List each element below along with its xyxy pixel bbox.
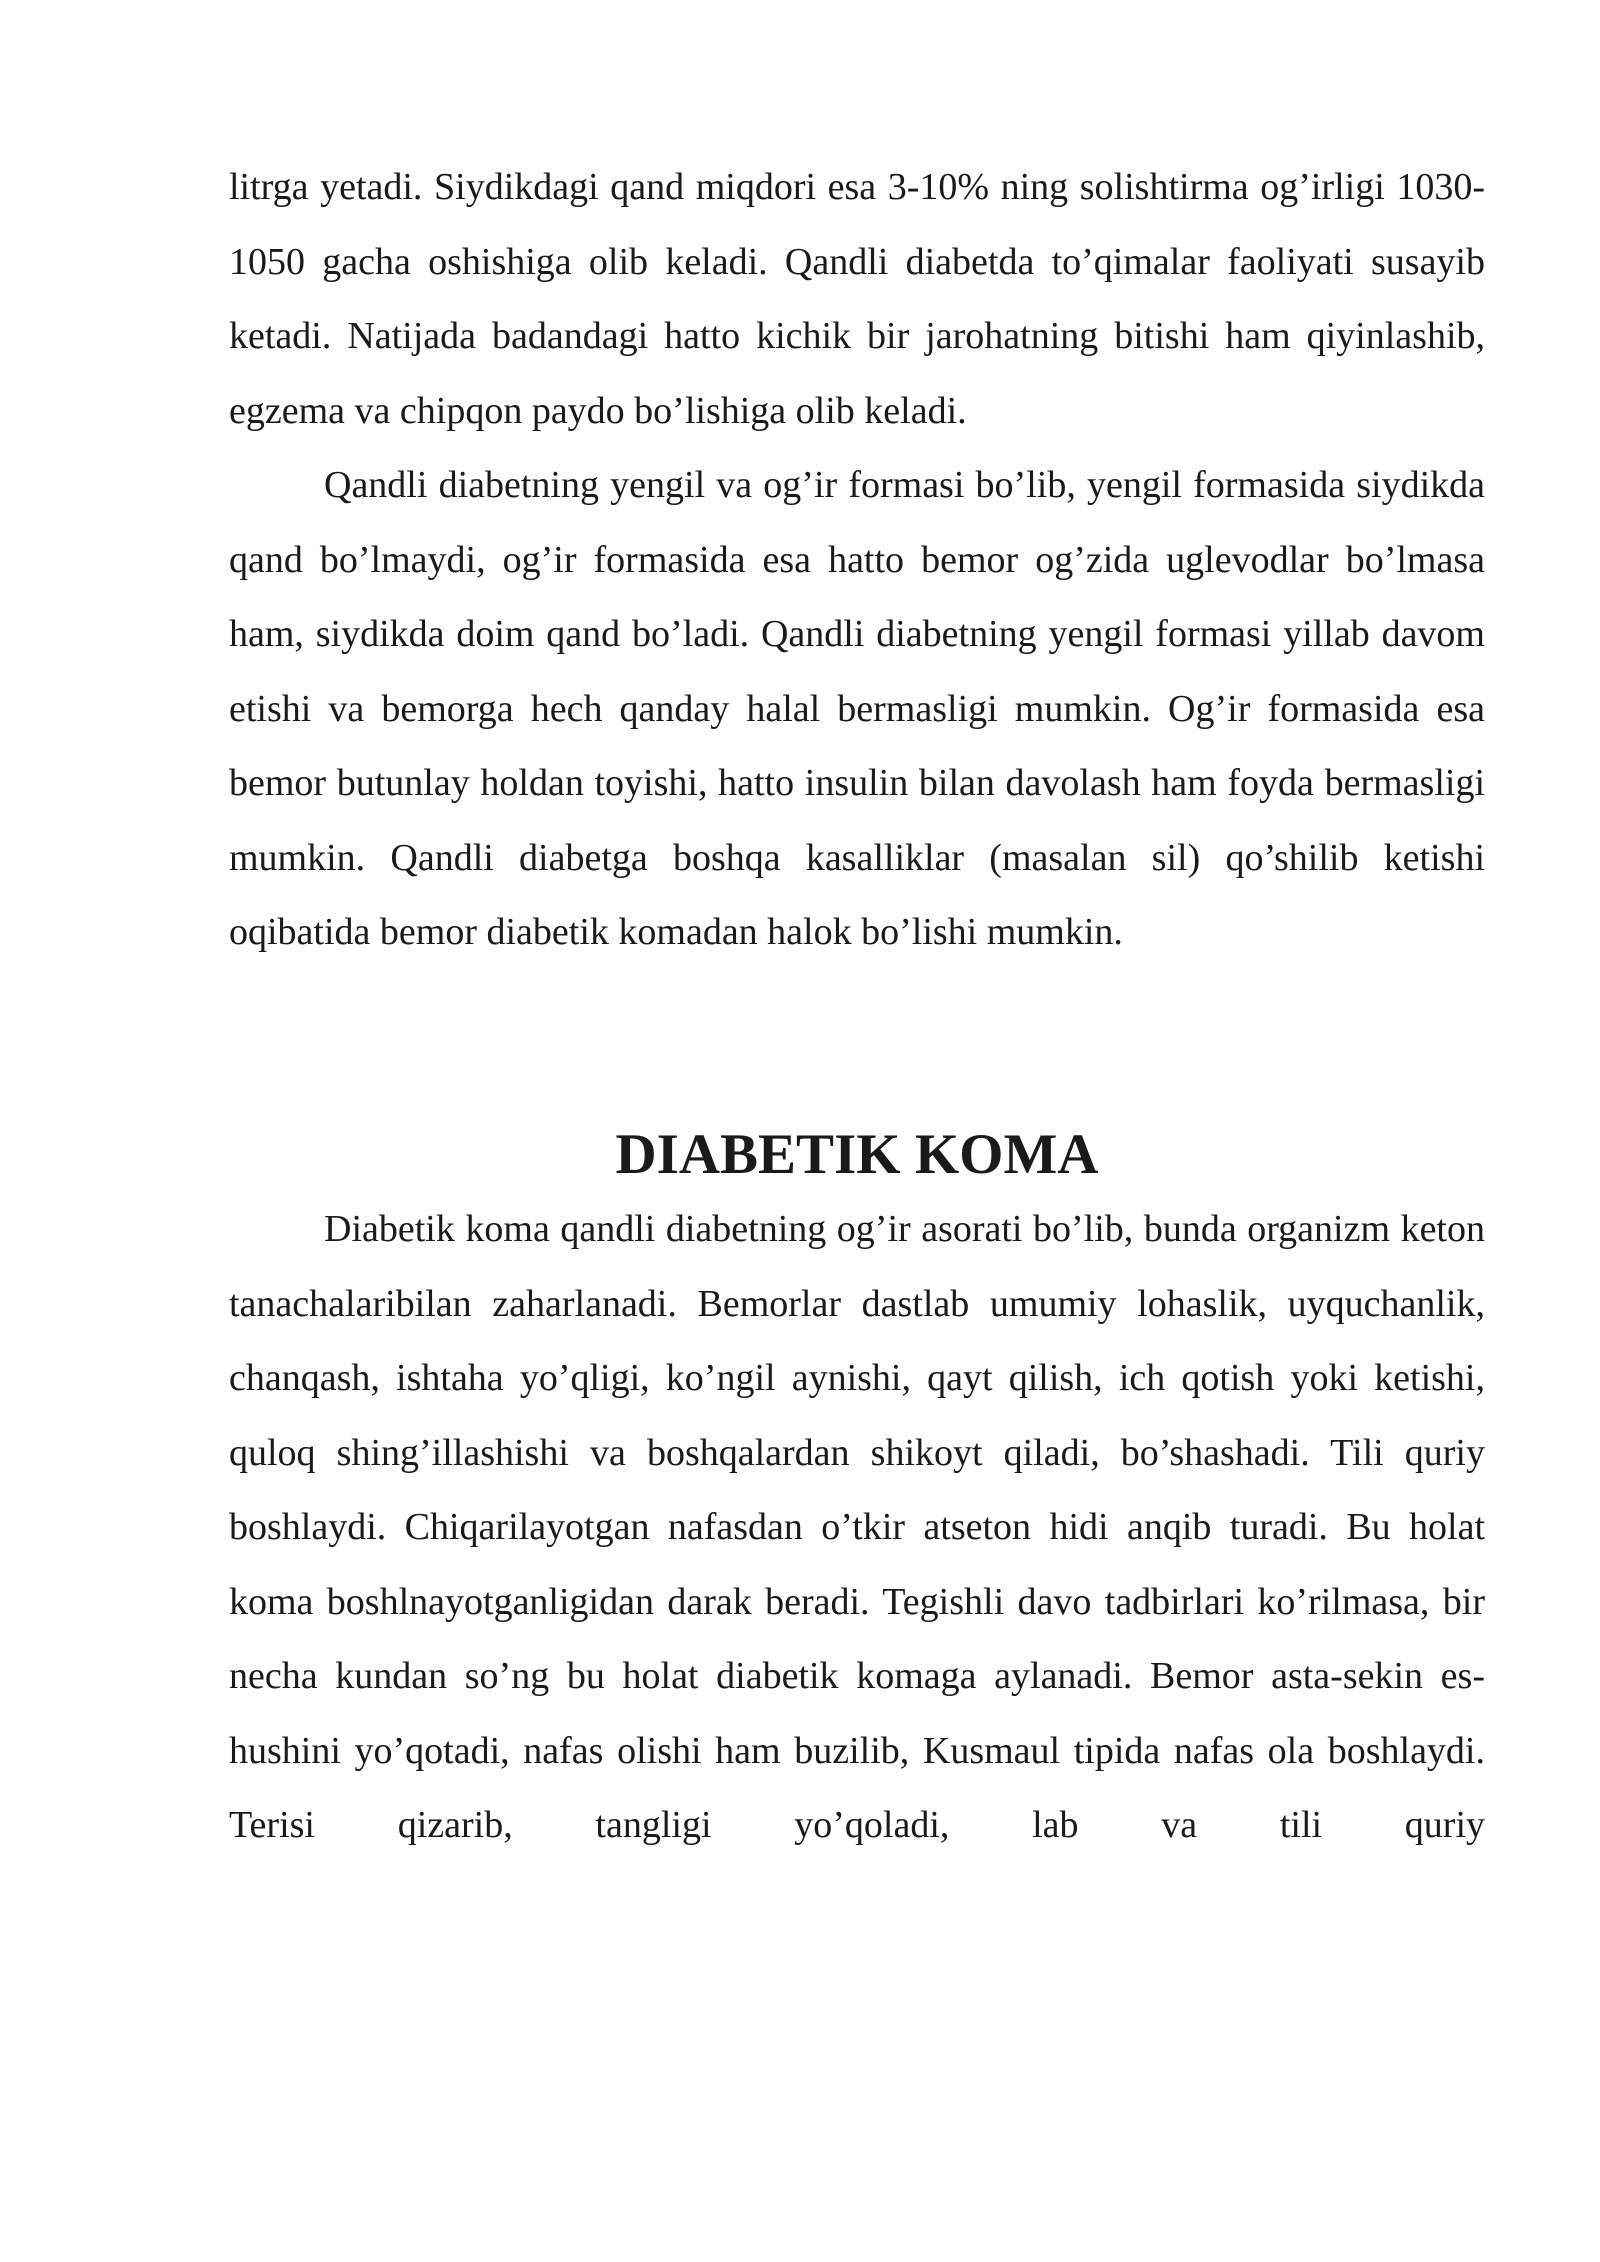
paragraph-2: Qandli diabetning yengil va og’ir formasi bo’lib, yengil formasida siydikda qand bo’lmaydi, og’ir formasida esa hatto bemor og’zida uglevodlar bo’lmasa ham, siydikda doim qand bo’ladi. Qandli diabetning yengil formasi yillab davom etishi va bemorga hech qanday halal bermasligi mumkin. Og’ir formasida esa bemor butunlay holdan toyishi, hatto insulin bilan davolash ham foyda bermasligi mumkin. Qandli diabetga boshqa kasalliklar (masalan sil) qo’shilib ketishi oqibatida bemor diabetik komadan halok bo’lishi mumkin.	[229, 464, 1485, 953]
paragraph-1: litrga yetadi. Siydikdagi qand miqdori esa 3-10% ning solishtirma og’irligi 1030-1050 gacha oshishiga olib keladi. Qandli diabetda to’qimalar faoliyati susayib ketadi. Natijada badandagi hatto kichik bir jarohatning bitishi ham qiyinlashib, egzema va chipqon paydo bo’lishiga olib keladi.	[229, 166, 1485, 432]
paragraph-3: Diabetik koma qandli diabetning og’ir asorati bo’lib, bunda organizm keton tanachalaribilan zaharlanadi. Bemorlar dastlab umumiy lohaslik, uyquchanlik, chanqash, ishtaha yo’qligi, ko’ngil aynishi, qayt qilish, ich qotish yoki ketishi, quloq shing’illashishi va boshqalardan shikoyt qiladi, bo’shashadi. Tili quriy boshlaydi. Chiqarilayotgan nafasdan o’tkir atseton hidi anqib turadi. Bu holat koma boshlnayotganligidan darak beradi. Tegishli davo tadbirlari ko’rilmasa, bir necha kundan so’ng bu holat diabetik komaga aylanadi. Bemor asta-sekin es-hushini yo’qotadi, nafas olishi ham buzilib, Kusmaul tipida nafas ola boshlaydi. Terisi qizarib, tangligi yo’qoladi, lab va tili quriy	[229, 1208, 1485, 1846]
document-page	[229, 150, 1485, 1863]
section-heading: DIABETIK KOMA	[615, 1122, 1099, 1186]
